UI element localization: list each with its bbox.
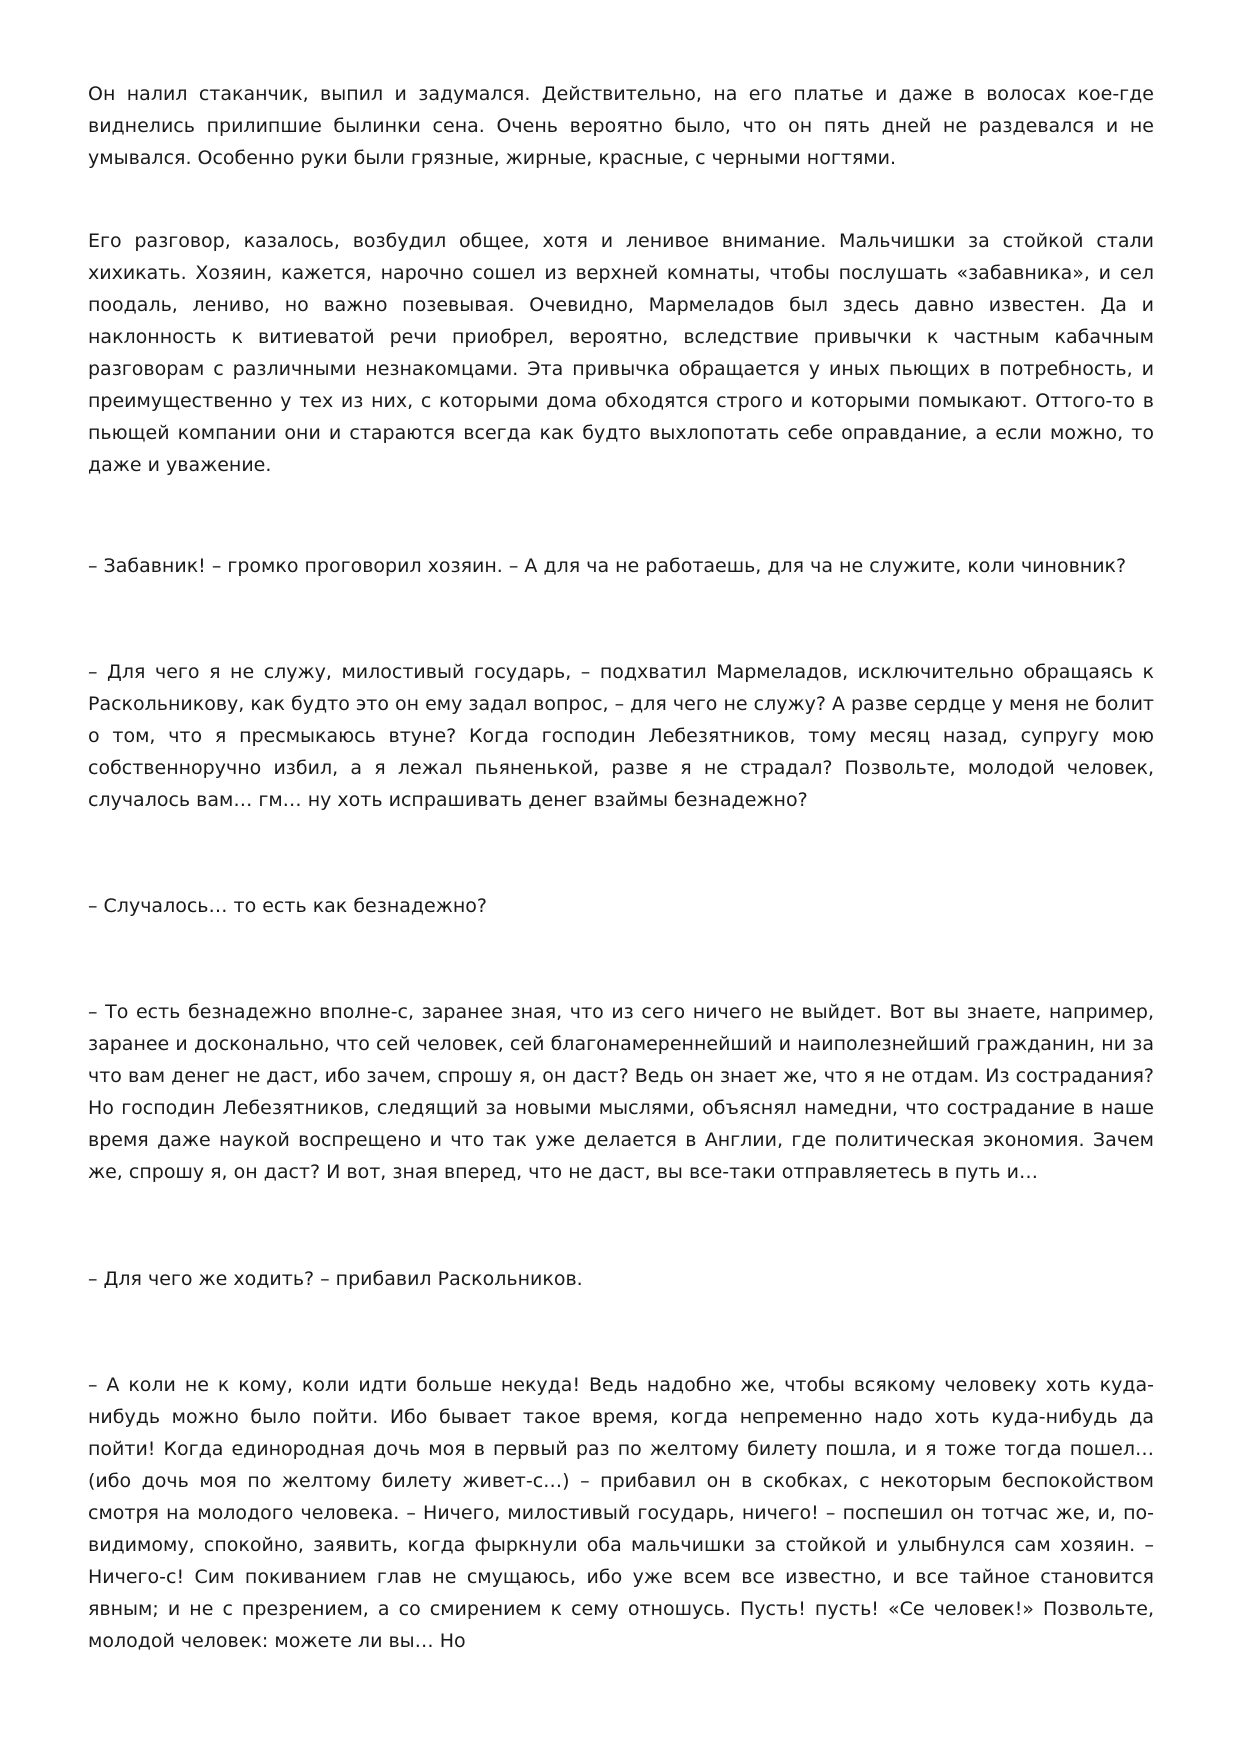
paragraph-5: – Случалось… то есть как безнадежно?	[88, 895, 487, 917]
paragraph-3: – Забавник! – громко проговорил хозяин. – А для ча не работаешь, для ча не служите, коли чиновник?	[88, 555, 1127, 577]
paragraph-1: Он налил стаканчик, выпил и задумался. Действительно, на его платье и даже в волосах кое-где виднелись прилипшие былинки сена. Очень вероятно было, что он пять дней не раздевался и не умывался. Особенно руки были грязные, жирные, красные, с черными ногтями.	[88, 83, 1154, 169]
paragraph-8: – А коли не к кому, коли идти больше некуда! Ведь надобно же, чтобы всякому человеку хоть куда-нибудь можно было пойти. Ибо бывает такое время, когда непременно надо хоть куда-нибудь да пойти! Когда единородная дочь моя в первый раз по желтому билету пошла, и я тоже тогда пошел… (ибо дочь моя по желтому билету живет-с…) – прибавил он в скобках, с некоторым беспокойством смотря на молодого человека. – Ничего, милостивый государь, ничего! – поспешил он тотчас же, и, по-видимому, спокойно, заявить, когда фыркнули оба мальчишки за стойкой и улыбнулся сам хозяин. – Ничего-с! Сим покиванием глав не смущаюсь, ибо уже всем все известно, и все тайное становится явным; и не с презрением, а со смирением к сему отношусь. Пусть! пусть! «Се человек!» Позвольте, молодой человек: можете ли вы… Но	[88, 1374, 1154, 1652]
paragraph-4: – Для чего я не служу, милостивый государь, – подхватил Мармеладов, исключительно обращаясь к Раскольникову, как будто это он ему задал вопрос, – для чего не служу? А разве сердце у меня не болит о том, что я пресмыкаюсь втуне? Когда господин Лебезятников, тому месяц назад, супругу мою собственноручно избил, а я лежал пьяненькой, разве я не страдал? Позвольте, молодой человек, случалось вам… гм… ну хоть испрашивать денег взаймы безнадежно?	[88, 661, 1154, 811]
paragraph-6: – То есть безнадежно вполне-с, заранее зная, что из сего ничего не выйдет. Вот вы знаете, например, заранее и досконально, что сей человек, сей благонамереннейший и наиполезнейший гражданин, ни за что вам денег не даст, ибо зачем, спрошу я, он даст? Ведь он знает же, что я не отдам. Из сострадания? Но господин Лебезятников, следящий за новыми мыслями, объяснял намедни, что сострадание в наше время даже наукой воспрещено и что так уже делается в Англии, где политическая экономия. Зачем же, спрошу я, он даст? И вот, зная вперед, что не даст, вы все-таки отправляетесь в путь и…	[88, 1001, 1154, 1183]
paragraph-2: Его разговор, казалось, возбудил общее, хотя и ленивое внимание. Мальчишки за стойкой стали хихикать. Хозяин, кажется, нарочно сошел из верхней комнаты, чтобы послушать «забавника», и сел поодаль, лениво, но важно позевывая. Очевидно, Мармеладов был здесь давно известен. Да и наклонность к витиеватой речи приобрел, вероятно, вследствие привычки к частным кабачным разговорам с различными незнакомцами. Эта привычка обращается у иных пьющих в потребность, и преимущественно у тех из них, с которыми дома обходятся строго и которыми помыкают. Оттого-то в пьющей компании они и стараются всегда как будто выхлопотать себе оправдание, а если можно, то даже и уважение.	[88, 230, 1154, 476]
paragraph-7: – Для чего же ходить? – прибавил Раскольников.	[88, 1268, 583, 1290]
